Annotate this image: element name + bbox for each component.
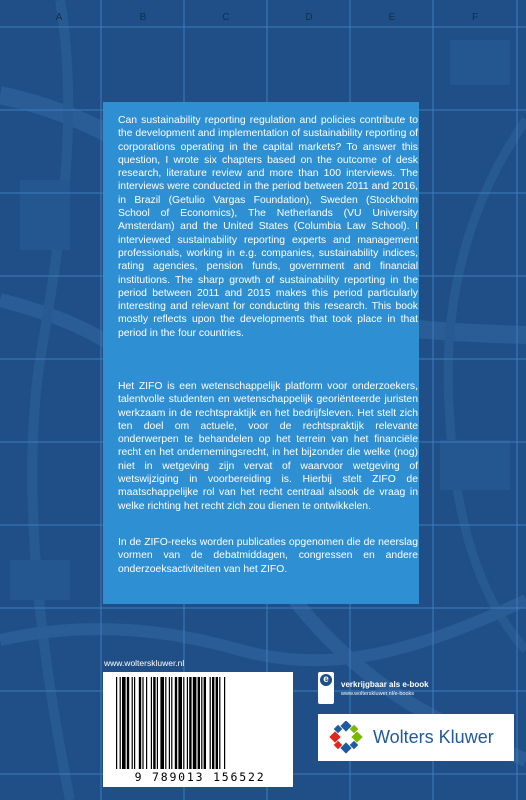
ebook-url[interactable]: www.wolterskluwer.nl/e-books	[341, 691, 415, 697]
barcode-bar	[187, 677, 188, 769]
barcode-bar	[160, 677, 164, 769]
column-letter-d: D	[305, 12, 313, 23]
barcode-bar	[139, 677, 141, 769]
column-letter-f: F	[471, 12, 479, 23]
barcode-bar	[132, 677, 133, 769]
barcode-bar	[116, 677, 117, 769]
barcode-bar	[216, 677, 218, 769]
zifo-series-note: In de ZIFO-reeks worden publicaties opgenomen die de neerslag vormen van de debatmiddagen, congressen en andere onderzoeksactiviteiten van het ZIFO.	[118, 537, 418, 575]
ebook-badge	[318, 672, 429, 706]
ebook-icon: e	[318, 672, 334, 704]
isbn-number: 9 789013 156522	[134, 770, 266, 784]
barcode-bar	[204, 677, 206, 769]
barcode-bar	[219, 677, 220, 769]
column-letter-c: C	[222, 12, 230, 23]
barcode-bar	[151, 677, 152, 769]
barcode-bar	[165, 677, 166, 769]
publisher-name: Wolters Kluwer	[373, 727, 494, 747]
column-letter-e: E	[388, 12, 396, 23]
barcode-bar	[120, 677, 121, 769]
barcode-bar	[193, 677, 197, 769]
barcode-bar	[153, 677, 155, 769]
barcode-bar	[198, 677, 200, 769]
barcode-bar	[224, 677, 225, 769]
barcode-bar	[201, 677, 202, 769]
barcode-bar	[175, 677, 177, 769]
ebook-title: verkrijgbaar als e-book	[341, 680, 429, 689]
english-blurb: Can sustainability reporting regulation and policies contribute to the development and implementation of sustainability reporting of corporations operating in the capital markets? To answer this question, I wrote six chapters based on the outcome of desk research, literature review and more than 100 interviews. The interviews were conducted in the period between 2011 and 2016, in Brazil (Getulio Vargas Foundation), Sweden (Stockholm School of Economics), The Netherlands (VU University Amsterdam) and the United States (Columbia Law School). I interviewed sustainability reporting experts and management professionals, working in e.g. companies, sustainability indices, rating agencies, pension funds, government and financial institutions. The sharp growth of sustainability reporting in the period between 2011 and 2015 makes this period particularly interesting and relevant for conducting this research. This book mostly reflects upon the developments that took place in that period in the four countries.	[118, 115, 418, 339]
barcode-bar	[127, 677, 129, 769]
barcode-bar	[134, 677, 135, 769]
barcode-bar	[189, 677, 191, 769]
column-letter-a: A	[55, 12, 63, 23]
barcode-bar	[146, 677, 147, 769]
publisher-website[interactable]: www.wolterskluwer.nl	[104, 658, 185, 668]
wolters-kluwer-logo-icon	[329, 721, 363, 755]
barcode-bar	[212, 677, 214, 769]
barcode-bar	[142, 677, 143, 769]
isbn-barcode	[103, 672, 293, 787]
barcode-bar	[122, 677, 126, 769]
barcode-bar	[171, 677, 172, 769]
barcode-bars	[116, 677, 284, 769]
column-letter-b: B	[139, 12, 147, 23]
barcode-bar	[157, 677, 158, 769]
barcode-bar	[183, 677, 184, 769]
barcode-bar	[169, 677, 170, 769]
publisher-logo	[318, 714, 514, 761]
zifo-description: Het ZIFO is een wetenschappelijk platform voor onderzoekers, talentvolle studenten en wetenschappelijk georiënteerde juristen werkzaam in de rechtspraktijk en het bedrijfsleven. Het stelt zich ten doel om actuele, voor de rechtspraktijk relevante onderwerpen te behandelen op het terrein van het financiële recht en het ondernemingsrecht, in het bijzonder die welke (nog) niet in wetgeving zijn vervat of waarvoor wetgeving of wetswijziging in voorbereiding is. Hierbij stelt ZIFO de maatschappelijke rol van het recht centraal alsook de vraag in welke richting het recht zich zou dienen te ontwikkelen.	[118, 381, 418, 512]
barcode-bar	[210, 677, 211, 769]
barcode-bar	[178, 677, 182, 769]
